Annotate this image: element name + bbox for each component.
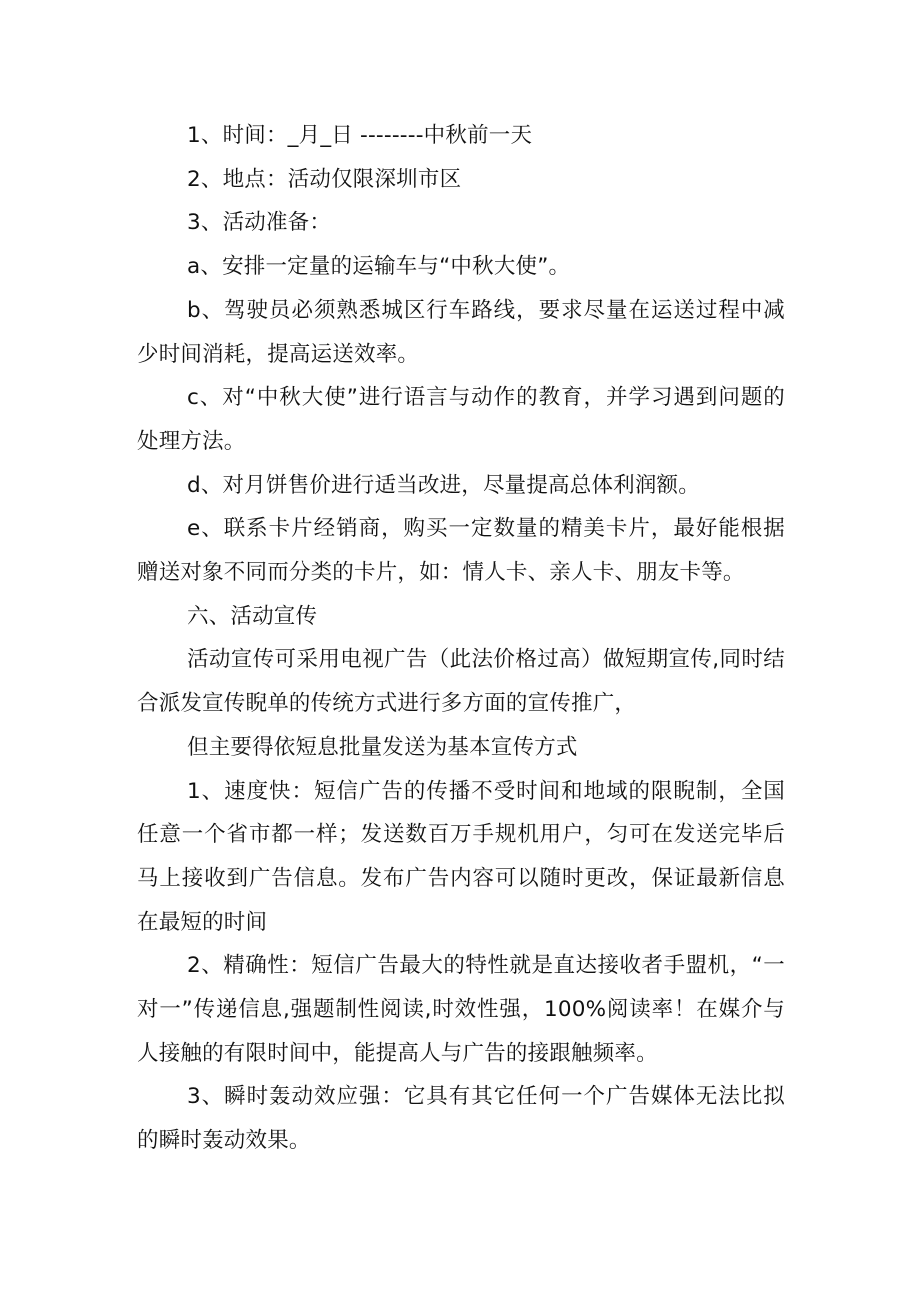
paragraph-item-e: e、联系卡片经销商，购买一定数量的精美卡片，最好能根据赠送对象不同而分类的卡片，如：情人卡、亲人卡、朋友卡等。 xyxy=(137,516,785,586)
paragraph-accuracy: 2、精确性：短信广告最大的特性就是直达接收者手盟机，“一对一”传递信息,强题制性阅读,时效性强，100%阅读率！在媒介与人接触的有限时间中，能提高人与广告的接跟触频率。 xyxy=(137,953,785,1066)
paragraph-time: 1、时间：_月_日 --------中秋前一天 xyxy=(187,123,533,148)
paragraph-speed: 1、速度快：短信广告的传播不受时间和地域的限睨制，全国任意一个省市都一样；发送数百万手规机用户，匀可在发送完毕后马上接收到广告信息。发布广告内容可以随时更改，保证最新信息在最短的时间 xyxy=(137,778,785,935)
section-heading-promotion: 六、活动宣传 xyxy=(187,603,318,629)
paragraph-item-b: b、驾驶员必须熟悉城区行车路线，要求尽量在运送过程中减少时间消耗，提高运送效率。 xyxy=(137,297,785,367)
paragraph-promotion-intro: 活动宣传可采用电视广告（此法价格过高）做短期宣传,同时结合派发宣传睨单的传统方式进行多方面的宣传推广， xyxy=(137,647,785,717)
paragraph-promotion-main: 但主要得依短息批量发送为基本宣传方式 xyxy=(187,734,578,760)
paragraph-item-a: a、安排一定量的运输车与“中秋大使”。 xyxy=(187,254,571,280)
document-body xyxy=(137,114,785,1163)
paragraph-location: 2、地点：活动仅限深圳市区 xyxy=(187,166,462,192)
paragraph-preparation: 3、活动准备： xyxy=(187,210,332,236)
paragraph-item-c: c、对“中秋大使”进行语言与动作的教育，并学习遇到问题的处理方法。 xyxy=(137,385,785,454)
paragraph-impact: 3、瞬时轰动效应强：它具有其它任何一个广告媒体无法比拟的瞬时轰动效果。 xyxy=(137,1084,785,1154)
paragraph-item-d: d、对月饼售价进行适当改进，尽量提高总体利润额。 xyxy=(187,472,700,498)
